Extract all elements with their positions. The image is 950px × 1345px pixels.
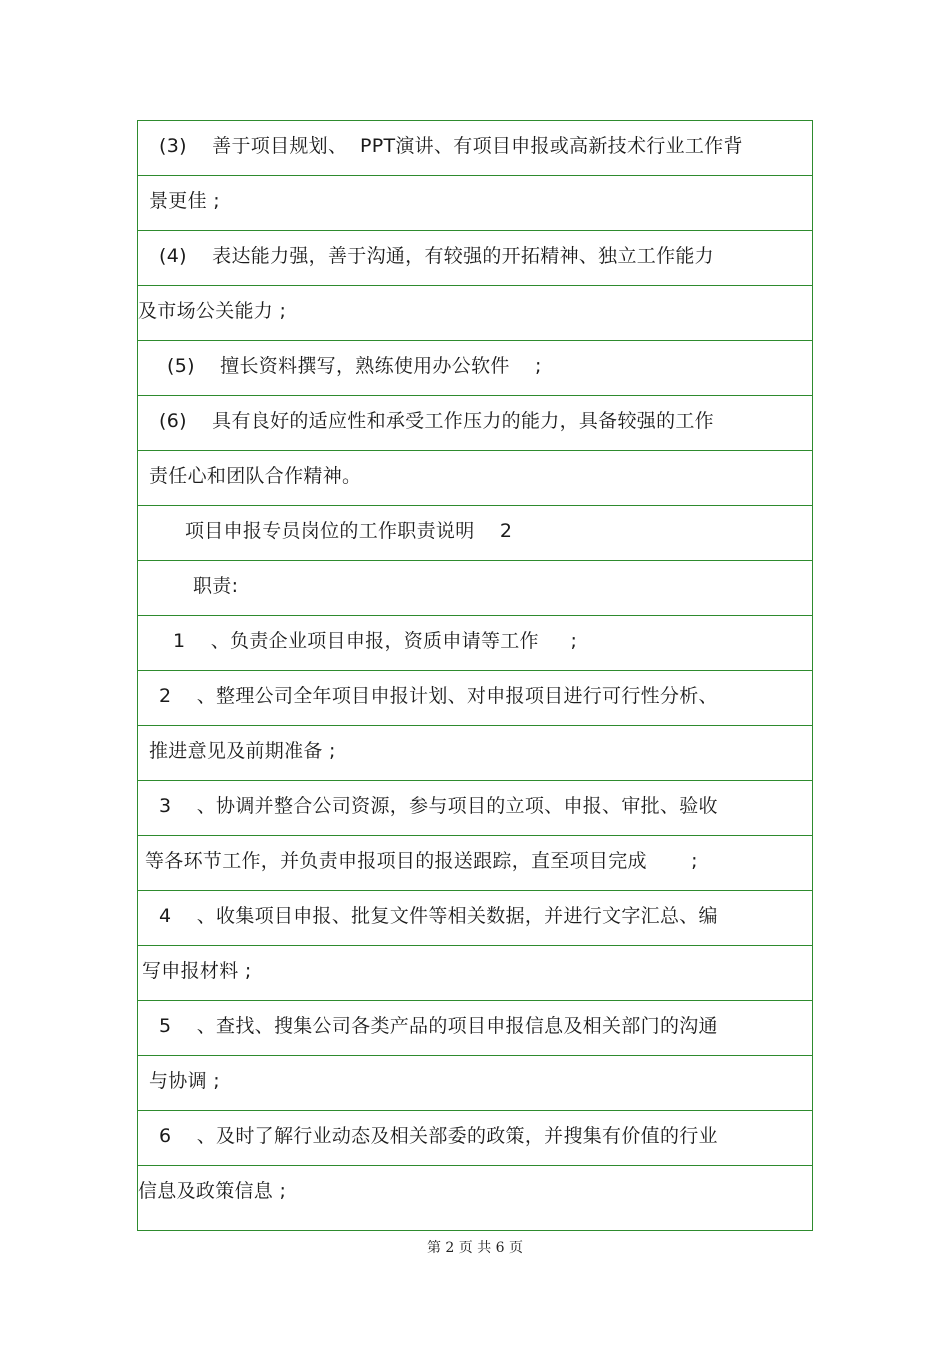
row-text: 5 、查找、搜集公司各类产品的项目申报信息及相关部门的沟通 — [159, 1015, 718, 1037]
table-row — [138, 506, 812, 561]
row-text: (4) 表达能力强，善于沟通，有较强的开拓精神、独立工作能力 — [159, 245, 714, 267]
row-text: 职责: — [193, 575, 239, 597]
row-text: 项目申报专员岗位的工作职责说明 2 — [185, 520, 513, 542]
table-row — [138, 121, 812, 176]
row-text: 写申报材料 ; — [142, 960, 252, 982]
row-text: (6) 具有良好的适应性和承受工作压力的能力，具备较强的工作 — [159, 410, 714, 432]
table-row — [138, 561, 812, 616]
table-row — [138, 341, 812, 396]
row-text: 3 、协调并整合公司资源，参与项目的立项、申报、审批、验收 — [159, 795, 718, 817]
row-text: 4 、收集项目申报、批复文件等相关数据，并进行文字汇总、编 — [159, 905, 718, 927]
row-text: 责任心和团队合作精神。 — [149, 465, 362, 487]
table-row — [138, 1056, 812, 1111]
row-text: 景更佳 ; — [149, 190, 220, 212]
row-text: 6 、及时了解行业动态及相关部委的政策，并搜集有价值的行业 — [159, 1125, 718, 1147]
table-row — [138, 891, 812, 946]
row-text: 推进意见及前期准备 ; — [149, 740, 336, 762]
table-row — [138, 231, 812, 286]
row-text: 2 、整理公司全年项目申报计划、对申报项目进行可行性分析、 — [159, 685, 718, 707]
table-row — [138, 946, 812, 1001]
table-row — [138, 176, 812, 231]
table-row — [138, 1111, 812, 1166]
table-row — [138, 1001, 812, 1056]
table-row — [138, 616, 812, 671]
table-row — [138, 671, 812, 726]
row-text: (5) 擅长资料撰写，熟练使用办公软件 ; — [167, 355, 542, 377]
table-row — [138, 286, 812, 341]
row-text: 及市场公关能力 ; — [138, 300, 287, 322]
table-row — [138, 451, 812, 506]
row-text: 1 、负责企业项目申报，资质申请等工作 ; — [173, 630, 578, 652]
row-text: (3) 善于项目规划、 PPT演讲、有项目申报或高新技术行业工作背 — [159, 135, 743, 157]
row-text: 信息及政策信息 ; — [138, 1180, 287, 1202]
row-text: 等各环节工作，并负责申报项目的报送跟踪，直至项目完成 ; — [145, 850, 698, 872]
table-row — [138, 396, 812, 451]
document-table — [137, 120, 813, 1231]
table-row — [138, 781, 812, 836]
table-row — [138, 1166, 812, 1221]
row-text: 与协调 ; — [149, 1070, 220, 1092]
table-row — [138, 836, 812, 891]
page-footer: 第 2 页 共 6 页 — [426, 1240, 524, 1256]
table-row — [138, 726, 812, 781]
